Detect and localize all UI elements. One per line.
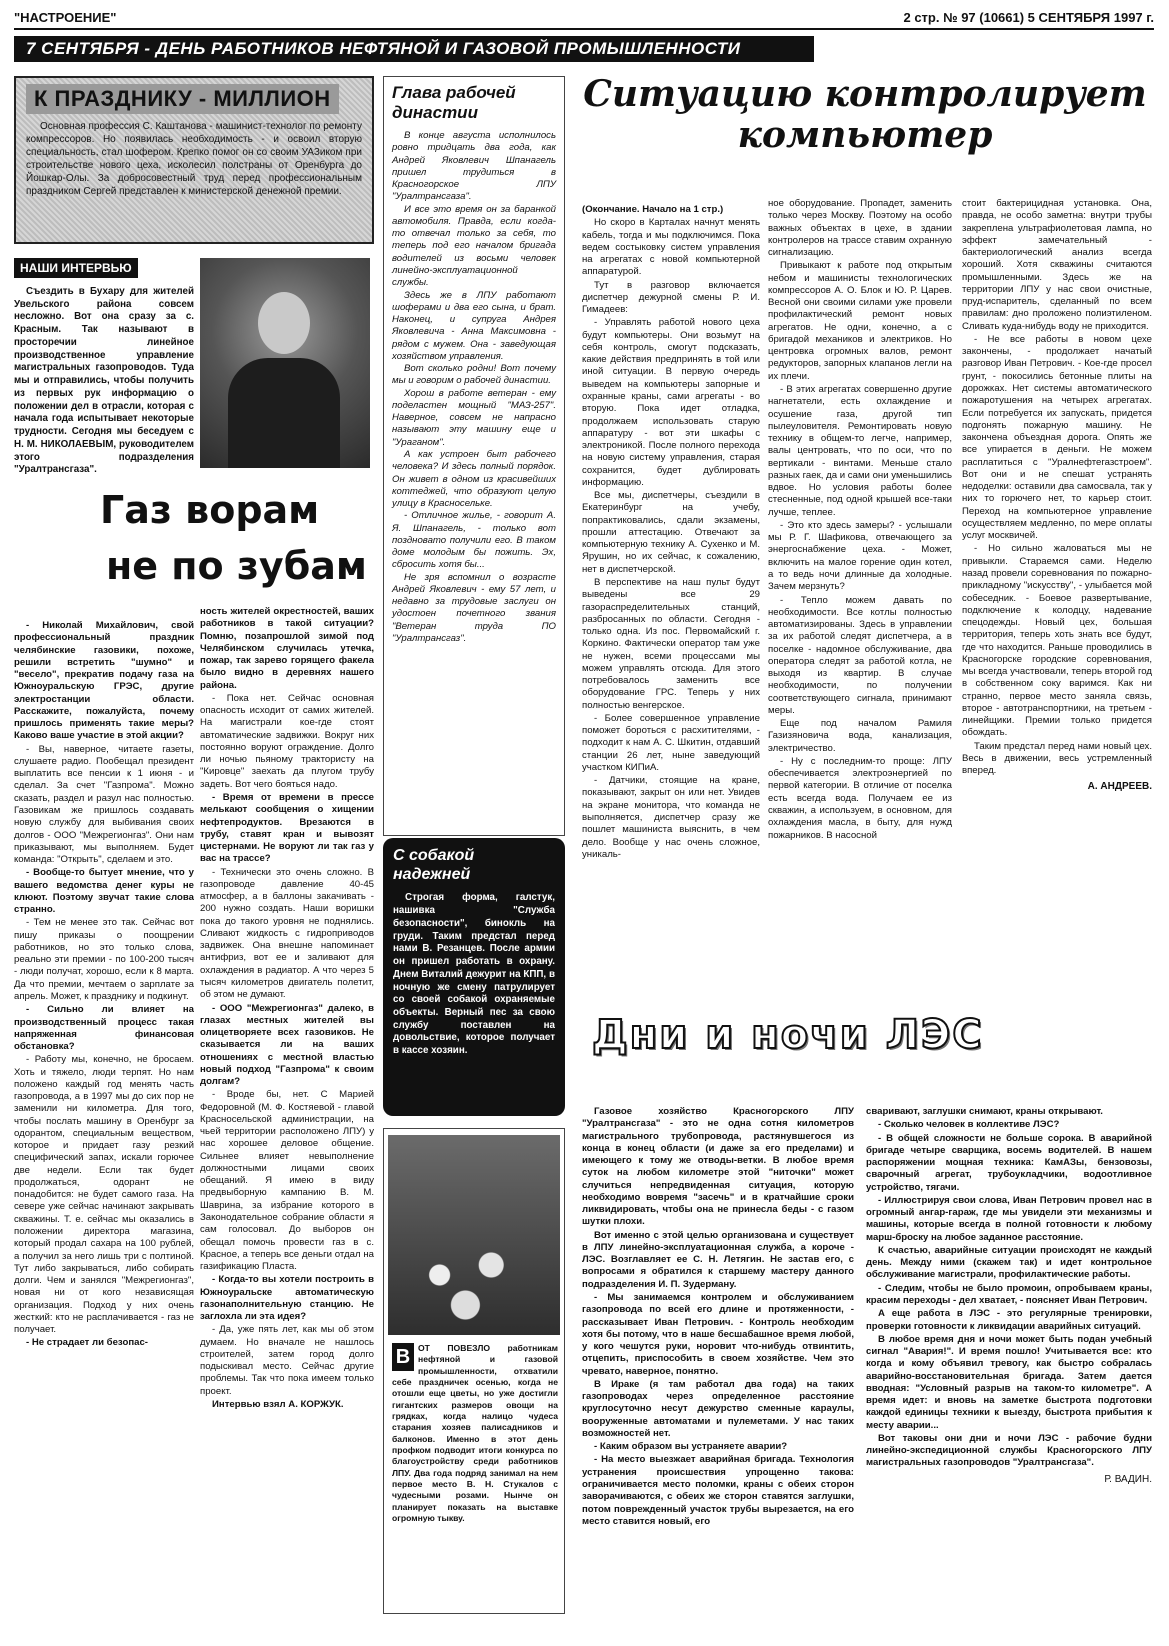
computer-column-2 bbox=[768, 198, 952, 1004]
dynasty-title: Глава рабочей династии bbox=[392, 83, 516, 122]
million-box bbox=[14, 76, 374, 244]
les-para: Вот таковы они дни и ночи ЛЭС - рабочие будни линейно-экспедиционной службы Красногорского ЛПУ магистральных газопроводов "Уралтрансгаза". bbox=[866, 1432, 1152, 1469]
interview-a2: - Тем не менее это так. Сейчас вот пишу приказы о поощрении работников, но это только слова, реально эти премии - по 100-200 тысяч - люди получат, хорошо, если к 8 марта. Да что премии, мечтаем о зарплате за апрель. Может, к празднику и подкинут. bbox=[14, 917, 194, 1002]
interview-title-line1: Газ ворам bbox=[100, 488, 320, 532]
holiday-banner: 7 СЕНТЯБРЯ - ДЕНЬ РАБОТНИКОВ НЕФТЯНОЙ И ГАЗОВОЙ ПРОМЫШЛЕННОСТИ bbox=[14, 36, 814, 62]
interview-a1: - Вы, наверное, читаете газеты, слушаете радио. Пообещал президент выплатить все пенсии к 1 июня - и сделал. За счет "Газпрома". Можно сказать, раздел и разул нас полностью. Газовикам же пришлось создавать новую службу для выбивания своих долгов - ООО "Межрегионгаз". Они нам приказывают, мы выполняем. Будет команда: "Открыть", сделаем и это. bbox=[14, 743, 194, 866]
interview-title-line2: не по зубам bbox=[106, 544, 367, 588]
interview-q3: - Сильно ли влияет на производственный процесс такая напряженная финансовая обстановка? bbox=[14, 1004, 194, 1053]
interview-q7: - Когда-то вы хотели построить в Южноуральске автоматическую газонаполнительную станцию. Не заглохла ли эта идея? bbox=[200, 1274, 374, 1323]
les-para: - В общей сложности не больше сорока. В аварийной бригаде четыре сварщика, восемь водителей. В нашем распоряжении мощная техника: КамАЗы, бензовозы, сварочный агрегат, трубоукладчики, водоотливное устройство, тягачи. bbox=[866, 1132, 1152, 1193]
interview-q4-start: - Не страдает ли безопас- bbox=[26, 1337, 148, 1349]
computer-para: Привыкают к работе под открытым небом и машинисты технологических компрессоров А. О. Блок и Ю. Р. Царев. Весной они своими силами уже провели профилактический ремонт новых агрегатов. Не одни, конечно, а с бригадой механиков и электриков. Но центровка огромных валов, ремонт редукторов, запорных клапанов легли на их плечи. bbox=[768, 260, 952, 382]
computer-para: Еще под началом Рамиля Газизяновича вода, канализация, электричество. bbox=[768, 718, 952, 754]
computer-column-3 bbox=[962, 198, 1152, 1004]
les-para: - Следим, чтобы не было промоин, опробываем краны, красим переходы - дел хватает, - поясняет Иван Петрович. bbox=[866, 1282, 1152, 1306]
flower-caption-text: ОТ ПОВЕЗЛО работникам нефтяной и газовой промышленности, отхватили себе праздничек осенью, когда не отошли еще цветы, но уже достигли гигантских размеров овощи на грядках, когда налицо чудеса старания хозяев палисадников и балконов. Именно в этот день профком подводит итоги конкурса по благоустройству среди работников ЛПУ. Два года подряд занимал на нем первое место В. Н. Стукалов с чудесными розами. Нынче он планирует показать на выставке огромную тыкву. bbox=[392, 1343, 558, 1524]
computer-para: Таким предстал перед нами новый цех. Весь в движении, весь устремленный вперед. bbox=[962, 740, 1152, 777]
portrait-suit bbox=[228, 358, 340, 468]
interview-q2: - Вообще-то бытует мнение, что у вашего ведомства денег куры не клюют. Поэтому звучат такие слова странно. bbox=[14, 867, 194, 916]
dog-text: Строгая форма, галстук, нашивка "Служба безопасности", бинокль на груди. Таким предстал перед нами В. Резанцев. После армии он пришел работать в охрану. Днем Виталий дежурит на КПП, в ночную же смену патрулирует со своей собакой охраняемые объекты. Верный пес за свою службу поставлен на довольствие, которое получает в кассе хозяин. bbox=[393, 892, 555, 1057]
dog-title: С собакой надежней bbox=[393, 847, 475, 884]
dynasty-para: Не зря вспомнил о возрасте Андрей Яковлевич - ему 57 лет, и недавно за трудовые заслуги он удостоен почетного звания "Ветеран труда ПО "Уралтрансгаз". bbox=[392, 571, 556, 644]
million-text: Основная профессия С. Каштанова - машинист-технолог по ремонту компрессоров. Но появилась необходимость - и освоил вторую специальность, стал шофером. Крепко помог он со своим УАЗиком при строительстве нового цеха, исколесил полстраны от Оренбурга до Йошкар-Олы. За добросовестный труд перед профессиональным праздником Сергей представлен к министерской денежной премии. bbox=[26, 121, 362, 197]
les-para: - Каким образом вы устраняете аварии? bbox=[594, 1441, 788, 1453]
computer-para: - Тепло можем давать по необходимости. Все котлы полностью автоматизированы. Здесь в управлении за их работой следят диспетчера, а в поселке - надомное обслуживание, два оператора следят за работой котла, не выходя из квартир. В случае необходимости, по получении соответствующего сигнала, принимают меры. bbox=[768, 594, 952, 716]
computer-para: - Но сильно жаловаться мы не привыкли. Стараемся сами. Неделю назад провели соревнования по пожарно-прикладному "искусству", - улыбается мой собеседник. - Боевое развертывание, подключение к колодцу, надевание спецодежды. Новый цех, большая территория, теперь хоть знать все будут, где что находится. Раньше проводились в Красногорске городские соревнования, мы всегда участвовали, теперь второй год в собственном соку варимся. Как ни странно, первое место заняла связь, второе - автотранспортники, на третьем - линейщики. Премии только придется обождать. bbox=[962, 543, 1152, 739]
interview-a5: - Технически это очень сложно. В газопроводе давление 40-45 атмосфер, а в баллоны закачивать - 200 нужно создать. Наши воришки пока до такого уровня не поднялись. Сливают жидкость с гидроприводов задвижек. Она внешне напоминает антифриз, вот ее и заливают для охлаждения в радиатор. А что через 5 тысяч километров двигатель полетит, об этом не думают. bbox=[200, 866, 374, 1001]
dog-box bbox=[383, 838, 565, 1116]
flower-box bbox=[383, 1128, 565, 1614]
interview-q6: - ООО "Межрегионгаз" далеко, в глазах местных жителей вы олицетворяете всех газовиков. Не сказывается ли на ваших отношениях с местной властью новый подход "Газпрома" к своим долгам? bbox=[200, 1002, 374, 1088]
interview-a7: - Да, уже пять лет, как мы об этом думаем. Но вначале не нашлось строителей, затем город долго подыскивал место. Сейчас другие проблемы. Так что пока имеем только проект. bbox=[200, 1324, 374, 1397]
les-signature: Р. ВАДИН. bbox=[1104, 1473, 1152, 1485]
computer-para: стоит бактерицидная установка. Она, правда, не особо заметна: внутри трубы закреплена ультрафиолетовая лампа, но эффект замечательный - бактериологический анализ всегда хороший. Хотя скважины считаются промышленными. Здесь же на территории ЛПУ у нас свои очистные, пруд-испаритель, сделанный по всем правилам: дно проложено полиэтиленом. Сливать куда-нибудь воду не приходится. bbox=[962, 198, 1152, 332]
dynasty-para: А как устроен быт рабочего человека? И здесь полный порядок. Он живет в одном из красивейших коттеджей, что образуют целую улицу в Красносельке. bbox=[392, 449, 556, 510]
million-title: К ПРАЗДНИКУ - МИЛЛИОН bbox=[26, 84, 339, 114]
dynasty-para: Здесь же в ЛПУ работают шоферами и два его сына, и брат. Наконец, и супруга Андрея Яковлевича - Анна Максимовна - рядом с мужем. Она - заведующая хозяйством управления. bbox=[392, 289, 556, 362]
les-para: - Иллюстрируя свои слова, Иван Петрович провел нас в огромный ангар-гараж, где мы увидели эти механизмы и машины, которые всегда в полной готовности к любому марш-броску на любое заданное расстояние. bbox=[866, 1194, 1152, 1243]
interview-column-2 bbox=[200, 606, 374, 1622]
computer-signature: А. АНДРЕЕВ. bbox=[1087, 781, 1152, 793]
interview-byline: Интервью взял А. КОРЖУК. bbox=[212, 1399, 344, 1410]
computer-title: Ситуацию контролирует компьютер bbox=[583, 73, 1147, 157]
les-para: Вот именно с этой целью организована и существует в ЛПУ линейно-эксплуатационная служба, а короче - ЛЭС. Возглавляет ее С. Н. Летягин. Не застав его, с вопросами я обратился к старшему мастеру данного подразделения И. П. Зудерману. bbox=[582, 1229, 854, 1290]
issue-info: 2 стр. № 97 (10661) 5 СЕНТЯБРЯ 1997 г. bbox=[903, 10, 1154, 25]
interview-q5: - Время от времени в прессе мелькают сообщения о хищении нефтепродуктов. Врезаются в трубу, ставят кран и вывозят цистернами. Не воруют ли так газ у вас на трассе? bbox=[200, 791, 374, 865]
interview-q4-end: ность жителей окрестностей, ваших работников в такой ситуации? Помню, позапрошлой зимой под Челябинском случилась утечка, пожар, так зарево горящего факела было видно в деревнях нашего района. bbox=[200, 606, 374, 691]
computer-para: - Ну с последним-то проще: ЛПУ обеспечивается электроэнергией по первой категории. В отличие от поселка есть всегда вода. Получаем ее из скважин, а используем, в основном, для охлаждения масла, в быту, для нужд пожарников. В насосной bbox=[768, 755, 952, 841]
computer-continued: (Окончание. Начало на 1 стр.) bbox=[582, 204, 724, 215]
computer-para: Тут в разговор включается диспетчер дежурной смены Р. И. Гимадеев: bbox=[582, 279, 760, 316]
dynasty-para: И все это время он за баранкой автомобиля. Правда, если когда-то отвечал только за себя, то теперь под его началом бригада водителей из восьми человек линейно-эксплуатационной службы. bbox=[392, 203, 556, 289]
les-para: В любое время дня и ночи может быть подан учебный сигнал "Авария!". И время пошло! Учитывается все: кто когда и кому объявил тревогу, как быстро собралась аварийно-восстановительная бригада. Затем дается вводная: "Условный разрыв на таком-то километре". А время идет: и вновь на заметке быстрота подготовки каждой единицы техники к выезду, быстрота прибытия к месту аварии... bbox=[866, 1333, 1152, 1431]
dynasty-para: В конце августа исполнилось ровно тридцать два года, как Андрей Яковлевич Шпанагель пришел трудиться в Красногорское ЛПУ "Уралтрансгаза". bbox=[392, 130, 556, 203]
interview-photo bbox=[200, 258, 370, 468]
les-title: Дни и ночи ЛЭС bbox=[592, 1012, 984, 1058]
les-para: К счастью, аварийные ситуации происходят не каждый день. Между ними (скажем так) и идет контрольное обслуживание магистрали, профилактические работы. bbox=[866, 1244, 1152, 1281]
interview-lead-text: Съездить в Бухару для жителей Увельского района совсем несложно. Вот она сразу за с. Красным. Так называют в просторечии линейное производственное управление магистральных газопроводов. Туда мы и отправились, чтобы получить из первых рук информацию о положении дел в отрасли, которая с начала года испытывает некоторые трудности. Сегодня мы беседуем с Н. М. НИКОЛАЕВЫМ, руководителем этого подразделения "Уралтрансгаза". bbox=[14, 286, 194, 476]
computer-para: Все мы, диспетчеры, съездили в Екатеринбург на учебу, попрактиковались, сдали экзамены, прошли аттестацию. Отвечают за компьютерную технику А. Сухенко и М. Ярушин, но их сейчас, к сожалению, нет в диспетчерской. bbox=[582, 490, 760, 575]
computer-para: - Датчики, стоящие на кране, показывают, закрыт он или нет. Увидев на экране монитора, что команда не выполняется, диспетчер сразу же пошлет машиниста выяснить, в чем дело. Вообще у нас очень сложное, уникаль- bbox=[582, 775, 760, 860]
portrait-face bbox=[258, 292, 310, 354]
interview-a4: - Пока нет. Сейчас основная опасность исходит от самих жителей. На магистрали кое-где стоят автоматические задвижки. Вокруг них постоянно воруют ограждение. Долго ли ночью пьяному трактористу на "Кировце" заехать да плугом трубу задеть. Вот чего бояться надо. bbox=[200, 692, 374, 790]
dynasty-box bbox=[383, 76, 565, 836]
les-para: сваривают, заглушки снимают, краны открывают. bbox=[866, 1106, 1103, 1117]
flower-dropcap: В bbox=[392, 1343, 414, 1371]
les-para: - Сколько человек в коллективе ЛЭС? bbox=[878, 1119, 1060, 1131]
les-para: - Мы занимаемся контролем и обслуживанием газопровода по всей его длине и протяженности, - рассказывает Иван Петрович. - Контроль необходим хотя бы потому, что в наше бесшабашное время любой, у кого чешутся руки, норовит что-нибудь отвинтить, отцепить, приспособить в своем хозяйстве. Чем это чревато, наверное, понятно. bbox=[582, 1291, 854, 1377]
interview-tag: НАШИ ИНТЕРВЬЮ bbox=[14, 258, 138, 278]
computer-para: В перспективе на наш пульт будут выведены все 29 газораспределительных станций, разбросанных по области. Сегодня - только одна. Из пос. Первомайский г. Коркино. Фактически оператор там уже не нужен, всеми процессами мы можем управлять отсюда. Для этого потребовалось заменить все оборудование ГРС. Теперь у них полностью венгерское. bbox=[582, 576, 760, 711]
interview-a6: - Вроде бы, нет. С Марией Федоровной (М. Ф. Костяевой - главой Красносельской администрации, на чьей территории расположено ЛПУ) у нас хорошее деловое общение. Сильнее влияет невыполнение должностными лицами своих обещаний. Я имею в виду предвыборную кампанию В. М. Шаврина, за избрание которого в Законодательное собрание области я сам голосовал. До выборов он обещал помочь провести газ в с. Красное, а теперь все деньги отдал на газификацию Пласта. bbox=[200, 1089, 374, 1273]
dynasty-para: Хорош в работе ветеран - ему поделастен мощный "МАЗ-257". Наверное, совсем не напрасно называют эту машину еще и "Ураганом". bbox=[392, 387, 556, 448]
les-column-1 bbox=[582, 1106, 854, 1626]
computer-para: Но скоро в Карталах начнут менять кабель, тогда и мы подключимся. Пока ведем состыковку систем управления на агрегатах с новой компьютерной аппаратурой. bbox=[582, 217, 760, 278]
interview-a3: - Работу мы, конечно, не бросаем. Хоть и тяжело, люди терпят. Но нам положено каждый год менять часть газопровода, а в 1997 мы до сих пор не заменили ни километра. Для того, чтобы послать машину в Оренбург за одорантом, специальным веществом, которое и придает газу резкий специфический запах, искали горючее две недели. Если так будет продолжаться, одорант не понадобится: не будет самого газа. На севере уже сейчас начинают закрывать скважины. Т. е. сейчас мы оказались в положении директора магазина, который продал сахара на 100 рублей, а получил за него лишь три с полтиной. Тут либо закрываться, либо собирать долги. Чем и занялся "Межрегионгаз", новая ни от кого независящая организация. Подход у них очень жесткий: кто не расплачивается - газ не получает. bbox=[14, 1054, 194, 1336]
computer-para: - Не все работы в новом цехе закончены, - продолжает начатый разговор Иван Петрович. - Кое-где просел грунт, - покосились бетонные плиты на дорожках. Нет системы автоматического пожаротушения на четырех агрегатах. Если потребуется их запускать, придется подгонять пожарную машину. Не закончена объездная дорога. Опять же все упирается в деньги. Не можем расплатиться с "Уралнефтегазстроем". Вот они и не спешат устранять недоделки: оставили два самосвала, так у них то горючего нет, то карьер стоит. Переход на компьютерное управление осуществляем медленно, по мере оплаты услуг москвичей. bbox=[962, 333, 1152, 542]
dynasty-para: Вот сколько родни! Вот почему мы и говорим о рабочей династии. bbox=[392, 363, 556, 387]
interview-column-1 bbox=[14, 620, 194, 1620]
interview-q1: - Николай Михайлович, свой профессиональный праздник челябинские газовики, похоже, решили встретить "шумно" и "весело", прекратив подачу газа на Южноуральскую ГРЭС, другие электростанции области. Расскажите, пожалуйста, почему пришлось применять такие меры? Каково ваше участие в этой акции? bbox=[14, 620, 194, 742]
les-para: - На место выезжает аварийная бригада. Технология устранения происшествия упрощенно такова: ограничивается место поломки, краны с обеих сторон заворачиваются, с обеих же сторон ставятся заглушки, потом поврежденный участок трубы вырезается, на его место ставится новый, его bbox=[582, 1454, 854, 1527]
running-header bbox=[14, 8, 1154, 30]
computer-para: - Управлять работой нового цеха будут компьютеры. Они возьмут на себя контроль, смогут подсказать, какие действия предпринять в той или иной ситуации. В первую очередь выведем на компьютеры запорные и охранные краны, сами агрегаты - во вторую. Пока идет отладка, продолжаем использовать старую аппаратуру - вот эти шкафы с электроникой. После полного перехода на новую систему управления, старая сохранится, будет дублировать информацию. bbox=[582, 317, 760, 488]
computer-para: - В этих агрегатах совершенно другие нагнетатели, есть охлаждение и осушение газа, другой тип пылеуловителя. Ремонтировать новую технику в общем-то легче, например, валы центровать, что по оси, что по вертикали - винтами. Меньше стало разных гаек, да и сами они уменьшились вдвое. Но условия работы более стесненные, под одной крышей все-таки лучше, теплее. bbox=[768, 383, 952, 518]
newspaper-name: "НАСТРОЕНИЕ" bbox=[14, 10, 117, 25]
computer-column-1 bbox=[582, 204, 760, 1004]
computer-para: - Более совершенное управление поможет бороться с расхитителями, - подходит к нам А. С. Шкитин, отдавший станции 26 лет, ныне заведующий участком КИПиА. bbox=[582, 712, 760, 773]
les-para: В Ираке (я там работал два года) на таких газопроводах через определенное расстояние круглосуточно несут дежурство сменные караулы, вооруженные автоматами и пулеметами. У нас таких возможностей нет. bbox=[582, 1378, 854, 1439]
les-column-2 bbox=[866, 1106, 1152, 1626]
les-para: А еще работа в ЛЭС - это регулярные тренировки, проверки готовности к ликвидации аварийных ситуаций. bbox=[866, 1308, 1152, 1332]
dynasty-para: - Отличное жилье, - говорит А. Я. Шпанагель, - только вот поздновато получили его. В таком доме молодым бы пожить. Эх, сбросить хотя бы... bbox=[392, 510, 556, 571]
flower-photo bbox=[388, 1135, 560, 1335]
computer-para: ное оборудование. Пропадет, заменить только через Москву. Поэтому на особо важных объектах в цехе, в здании контролеров на трассе ставим охранную сигнализацию. bbox=[768, 198, 952, 259]
les-para: Газовое хозяйство Красногорского ЛПУ "Уралтрансгаза" - это не одна сотня километров магистрального трубопровода, растянувшегося из конца в конец области (и даже за его пределами) и имеющего к тому же отводы-ветки. В любое время суток на любом километре этой "ниточки" может случиться непредвиденная ситуация, которую необходимо вовремя "засечь" и в кратчайшие сроки ликвидировать, чтобы она не принесла беды - с газом шутки плохи. bbox=[582, 1106, 854, 1228]
computer-para: - Это кто здесь замеры? - услышали мы Р. Г. Шафикова, отвечающего за энергоснабжение цеха. - Может, включить на малое горение один котел, а то ведь ночи длинные да холодные. Зачем мерзнуть? bbox=[768, 519, 952, 593]
flower-caption bbox=[392, 1343, 558, 1525]
